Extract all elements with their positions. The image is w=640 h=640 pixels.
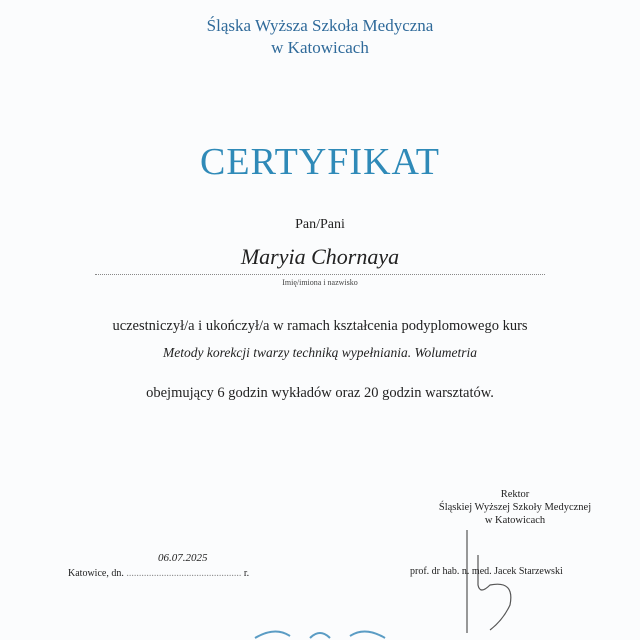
signatory-institution: Śląskiej Wyższej Szkoły Medycznej (438, 502, 592, 513)
course-name: Metody korekcji twarzy techniką wypełniania. Wolumetria (163, 345, 477, 360)
university-city: w Katowicach (271, 38, 369, 57)
date-dots: .............................................. (126, 568, 242, 579)
signatory-role: Rektor (500, 489, 530, 500)
salutation: Pan/Pani (295, 217, 345, 232)
university-name: Śląska Wyższa Szkoła Medyczna (206, 16, 434, 35)
place-date (68, 568, 249, 580)
body-line-1: uczestniczył/a i ukończył/a w ramach kształcenia podyplomowego kurs (112, 318, 528, 334)
signatory-city: w Katowicach (484, 515, 546, 526)
signatory-name: prof. dr hab. n. med. Jacek Starzewski (410, 566, 563, 577)
name-divider (95, 274, 545, 275)
date-suffix: r. (243, 568, 250, 579)
name-caption: Imię/imiona i nazwisko (282, 278, 358, 287)
ornament-icon (250, 626, 390, 640)
signature-icon (455, 525, 525, 635)
signatory-block (410, 488, 620, 527)
certificate-title: CERTYFIKAT (200, 141, 440, 183)
place-prefix: Katowice, dn. (68, 568, 124, 579)
recipient-name: Maryia Chornaya (240, 244, 400, 269)
body-line-3: obejmujący 6 godzin wykładów oraz 20 godzin warsztatów. (146, 385, 494, 401)
issue-date: 06.07.2025 (158, 552, 208, 564)
